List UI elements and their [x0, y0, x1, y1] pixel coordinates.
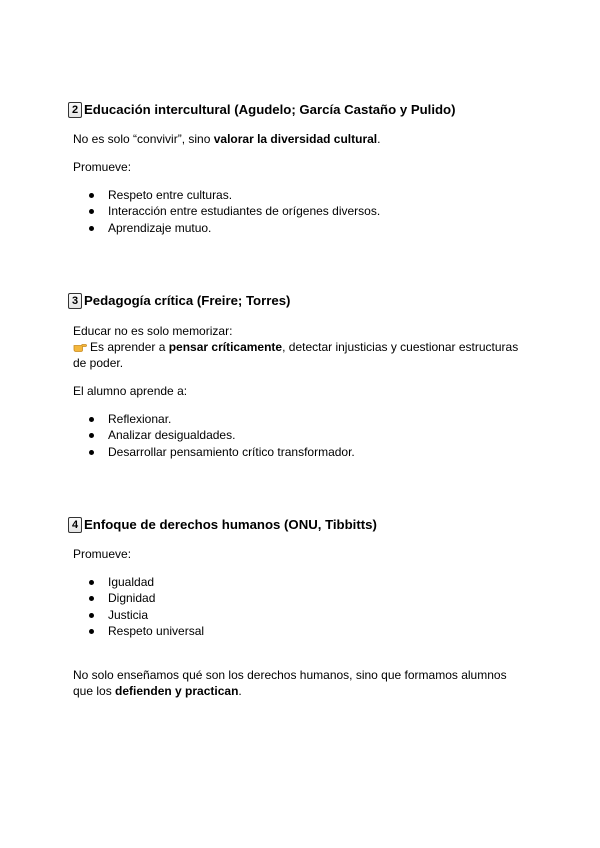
section-title: Educación intercultural (Agudelo; García Castaño y Pulido) — [84, 102, 456, 117]
list-item-text: Dignidad — [108, 591, 156, 606]
closing-text: No solo enseñamos qué son los derechos humanos, sino que formamos alumnos — [73, 668, 507, 683]
section-heading — [68, 101, 538, 119]
intro-bold-text: valorar la diversidad cultural — [213, 132, 378, 146]
bullet-icon — [89, 613, 94, 618]
closing-paragraph — [68, 667, 538, 699]
section-intro-continued — [68, 339, 538, 371]
list-item — [89, 220, 538, 236]
bullet-icon — [89, 450, 94, 455]
section-title: Pedagogía crítica (Freire; Torres) — [84, 293, 291, 308]
bullet-icon — [89, 629, 94, 634]
list-item-text: Reflexionar. — [108, 412, 172, 426]
list-item-text: Interacción entre estudiantes de orígenes diversos. — [108, 204, 381, 219]
section-pedagogia-critica — [68, 292, 538, 460]
bullet-list — [68, 574, 538, 639]
bullet-list — [68, 411, 538, 460]
section-intro: Educar no es solo memorizar: — [73, 324, 233, 338]
list-item-text: Respeto entre culturas. — [108, 188, 233, 202]
list-item — [89, 427, 538, 443]
section-heading — [68, 292, 538, 310]
list-item — [89, 187, 538, 203]
bullet-icon — [89, 433, 94, 438]
bullet-icon — [89, 209, 94, 214]
keycap-number-icon: 2 — [68, 102, 82, 118]
list-item-text: Respeto universal — [108, 623, 205, 638]
bullet-icon — [89, 580, 94, 585]
lead-text: Promueve: — [73, 547, 132, 561]
keycap-number-icon: 4 — [68, 517, 82, 533]
intro-bold-text: pensar críticamente — [168, 340, 283, 354]
section-title: Enfoque de derechos humanos (ONU, Tibbitts) — [84, 517, 377, 532]
list-item — [89, 444, 538, 460]
intro-text-end: , detectar injusticias y cuestionar estructuras — [282, 340, 519, 354]
list-item — [89, 623, 538, 639]
list-item-text: Justicia — [108, 607, 149, 622]
section-heading — [68, 516, 538, 534]
section-derechos-humanos — [68, 516, 538, 699]
list-item-text: Analizar desigualdades. — [108, 428, 236, 443]
bullet-icon — [89, 417, 94, 422]
list-item — [89, 411, 538, 427]
keycap-number-icon: 3 — [68, 293, 82, 309]
bullet-icon — [89, 193, 94, 198]
list-item — [89, 203, 538, 219]
lead-text: El alumno aprende a: — [73, 384, 188, 398]
closing-text-end: . — [238, 684, 242, 699]
list-item-text: Desarrollar pensamiento crítico transformador. — [108, 444, 355, 459]
lead-text: Promueve: — [73, 160, 132, 174]
intro-text-wrap: de poder. — [73, 356, 124, 370]
intro-text-end: . — [377, 132, 381, 146]
list-item — [89, 590, 538, 606]
section-intro — [68, 131, 538, 147]
closing-text-continued: que los — [73, 684, 116, 699]
section-educacion-intercultural — [68, 101, 538, 236]
closing-bold-text: defienden y practican — [115, 684, 239, 699]
bullet-icon — [89, 226, 94, 231]
list-item-text: Aprendizaje mutuo. — [108, 220, 212, 235]
list-item — [89, 607, 538, 623]
bullet-icon — [89, 596, 94, 601]
intro-text: Es aprender a — [90, 340, 169, 354]
bullet-list — [68, 187, 538, 236]
intro-text: No es solo “convivir”, sino — [73, 132, 214, 146]
list-item — [89, 574, 538, 590]
list-item-text: Igualdad — [108, 575, 155, 589]
pointing-hand-icon — [73, 340, 87, 351]
